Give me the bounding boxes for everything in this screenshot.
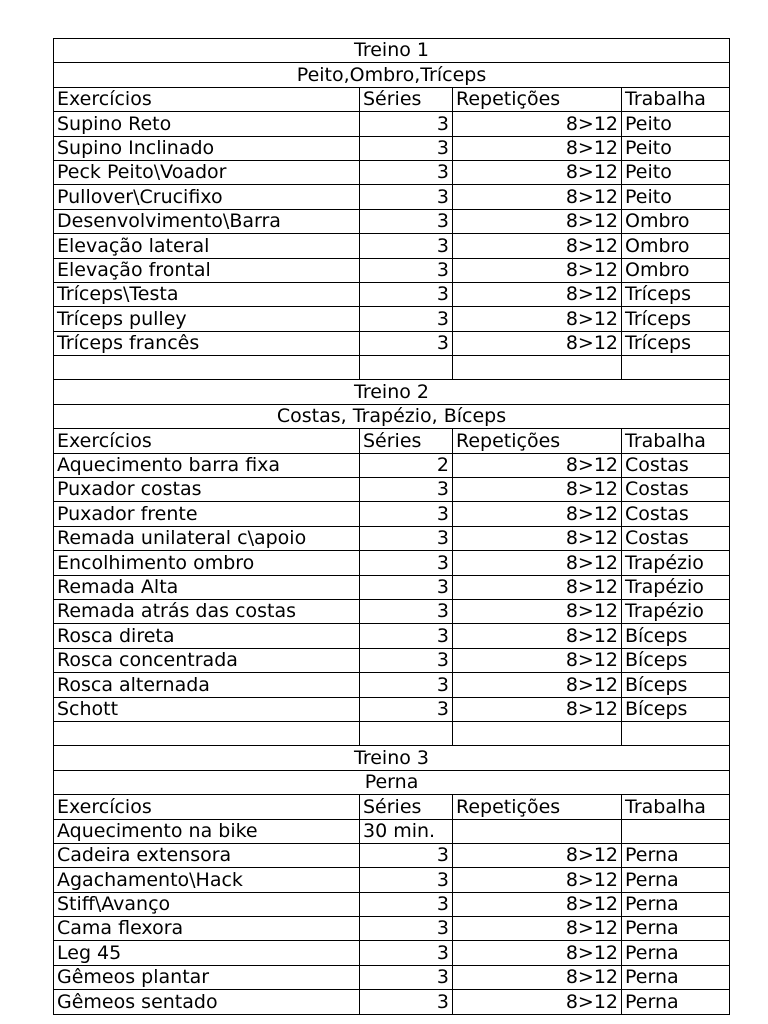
table-row [54,917,730,941]
empty-cell [54,356,360,380]
series-cell: 30 min. [360,819,453,843]
works-cell: Peito [622,136,730,160]
series-cell: 3 [360,868,453,892]
empty-cell [453,721,622,745]
works-cell: Costas [622,502,730,526]
series-cell: 3 [360,941,453,965]
exercise-cell: Pullover\Crucifixo [54,185,360,209]
series-cell: 3 [360,648,453,672]
reps-cell: 8>12 [453,673,622,697]
series-cell: 3 [360,892,453,916]
works-cell: Peito [622,185,730,209]
reps-cell: 8>12 [453,185,622,209]
table-row [54,843,730,867]
table-row [54,990,730,1014]
reps-cell: 8>12 [453,234,622,258]
table-row [54,892,730,916]
header-series: Séries [360,795,453,819]
works-cell: Trapézio [622,599,730,623]
reps-cell: 8>12 [453,478,622,502]
section-title-row [54,380,730,404]
series-cell: 3 [360,551,453,575]
reps-cell: 8>12 [453,575,622,599]
series-cell: 3 [360,965,453,989]
column-header-row [54,429,730,453]
empty-cell [54,721,360,745]
exercise-cell: Aquecimento barra fixa [54,453,360,477]
exercise-cell: Cadeira extensora [54,843,360,867]
exercise-cell: Gêmeos sentado [54,990,360,1014]
table-row [54,185,730,209]
header-reps: Repetições [453,795,622,819]
works-cell: Perna [622,868,730,892]
reps-cell: 8>12 [453,551,622,575]
works-cell: Perna [622,892,730,916]
works-cell: Tríceps [622,307,730,331]
exercise-cell: Tríceps\Testa [54,282,360,306]
section-subtitle: Costas, Trapézio, Bíceps [54,404,730,428]
section-title: Treino 2 [54,380,730,404]
reps-cell: 8>12 [453,160,622,184]
exercise-cell: Supino Inclinado [54,136,360,160]
table-row [54,478,730,502]
section-subtitle-row [54,770,730,794]
section-subtitle: Peito,Ombro,Tríceps [54,63,730,87]
series-cell: 3 [360,673,453,697]
series-cell: 3 [360,502,453,526]
exercise-cell: Remada unilateral c\apoio [54,526,360,550]
works-cell: Tríceps [622,331,730,355]
empty-cell [622,356,730,380]
works-cell: Perna [622,917,730,941]
reps-cell: 8>12 [453,990,622,1014]
exercise-cell: Remada Alta [54,575,360,599]
empty-cell [622,721,730,745]
exercise-cell: Gêmeos plantar [54,965,360,989]
series-cell: 3 [360,697,453,721]
table-row [54,136,730,160]
works-cell: Perna [622,843,730,867]
exercise-cell: Rosca concentrada [54,648,360,672]
exercise-cell: Leg 45 [54,941,360,965]
works-cell: Tríceps [622,282,730,306]
series-cell: 3 [360,160,453,184]
works-cell: Trapézio [622,575,730,599]
section-title: Treino 3 [54,746,730,770]
table-row [54,160,730,184]
spacer-row [54,721,730,745]
exercise-cell: Cama flexora [54,917,360,941]
works-cell: Costas [622,453,730,477]
table-row [54,526,730,550]
series-cell: 3 [360,282,453,306]
exercise-cell: Desenvolvimento\Barra [54,209,360,233]
table-row [54,624,730,648]
works-cell: Ombro [622,234,730,258]
reps-cell: 8>12 [453,112,622,136]
table-row [54,551,730,575]
table-row [54,112,730,136]
header-works: Trabalha [622,87,730,111]
exercise-cell: Supino Reto [54,112,360,136]
table-row [54,502,730,526]
header-exercise: Exercícios [54,429,360,453]
table-row [54,599,730,623]
reps-cell: 8>12 [453,136,622,160]
reps-cell: 8>12 [453,697,622,721]
header-series: Séries [360,429,453,453]
table-row [54,331,730,355]
exercise-cell: Remada atrás das costas [54,599,360,623]
table-row [54,575,730,599]
table-row [54,453,730,477]
exercise-cell: Rosca direta [54,624,360,648]
exercise-cell: Agachamento\Hack [54,868,360,892]
exercise-cell: Elevação lateral [54,234,360,258]
reps-cell: 8>12 [453,209,622,233]
section-subtitle-row [54,404,730,428]
exercise-cell: Tríceps pulley [54,307,360,331]
exercise-cell: Encolhimento ombro [54,551,360,575]
series-cell: 2 [360,453,453,477]
reps-cell: 8>12 [453,502,622,526]
table-row [54,234,730,258]
reps-cell: 8>12 [453,624,622,648]
works-cell: Peito [622,112,730,136]
header-reps: Repetições [453,87,622,111]
header-works: Trabalha [622,429,730,453]
column-header-row [54,87,730,111]
table-row [54,697,730,721]
exercise-cell: Peck Peito\Voador [54,160,360,184]
section-title: Treino 1 [54,39,730,63]
reps-cell: 8>12 [453,892,622,916]
reps-cell: 8>12 [453,526,622,550]
series-cell: 3 [360,575,453,599]
series-cell: 3 [360,526,453,550]
header-exercise: Exercícios [54,795,360,819]
reps-cell: 8>12 [453,843,622,867]
workout-table-body [54,39,730,1015]
works-cell: Bíceps [622,697,730,721]
exercise-cell: Rosca alternada [54,673,360,697]
reps-cell: 8>12 [453,868,622,892]
header-reps: Repetições [453,429,622,453]
reps-cell: 8>12 [453,941,622,965]
exercise-cell: Puxador costas [54,478,360,502]
table-row [54,282,730,306]
series-cell: 3 [360,234,453,258]
works-cell: Bíceps [622,648,730,672]
works-cell [622,819,730,843]
works-cell: Costas [622,526,730,550]
header-exercise: Exercícios [54,87,360,111]
works-cell: Ombro [622,209,730,233]
series-cell: 3 [360,112,453,136]
works-cell: Costas [622,478,730,502]
exercise-cell: Stiff\Avanço [54,892,360,916]
reps-cell: 8>12 [453,599,622,623]
table-row [54,673,730,697]
reps-cell: 8>12 [453,282,622,306]
works-cell: Perna [622,990,730,1014]
series-cell: 3 [360,209,453,233]
exercise-cell: Elevação frontal [54,258,360,282]
table-row [54,819,730,843]
reps-cell: 8>12 [453,453,622,477]
exercise-cell: Tríceps francês [54,331,360,355]
exercise-cell: Puxador frente [54,502,360,526]
section-subtitle: Perna [54,770,730,794]
empty-cell [453,356,622,380]
section-title-row [54,746,730,770]
reps-cell: 8>12 [453,331,622,355]
table-row [54,307,730,331]
header-works: Trabalha [622,795,730,819]
empty-cell [360,356,453,380]
table-row [54,941,730,965]
series-cell: 3 [360,185,453,209]
exercise-cell: Aquecimento na bike [54,819,360,843]
column-header-row [54,795,730,819]
series-cell: 3 [360,478,453,502]
table-row [54,868,730,892]
works-cell: Bíceps [622,624,730,648]
series-cell: 3 [360,990,453,1014]
exercise-cell: Schott [54,697,360,721]
empty-cell [360,721,453,745]
series-cell: 3 [360,917,453,941]
spacer-row [54,356,730,380]
header-series: Séries [360,87,453,111]
works-cell: Peito [622,160,730,184]
series-cell: 3 [360,843,453,867]
reps-cell: 8>12 [453,965,622,989]
section-subtitle-row [54,63,730,87]
series-cell: 3 [360,307,453,331]
table-row [54,209,730,233]
table-row [54,258,730,282]
section-title-row [54,39,730,63]
table-row [54,648,730,672]
reps-cell [453,819,622,843]
series-cell: 3 [360,599,453,623]
works-cell: Ombro [622,258,730,282]
reps-cell: 8>12 [453,258,622,282]
workout-table [53,38,730,1015]
reps-cell: 8>12 [453,917,622,941]
works-cell: Bíceps [622,673,730,697]
works-cell: Perna [622,965,730,989]
series-cell: 3 [360,136,453,160]
reps-cell: 8>12 [453,307,622,331]
series-cell: 3 [360,624,453,648]
series-cell: 3 [360,258,453,282]
works-cell: Perna [622,941,730,965]
table-row [54,965,730,989]
works-cell: Trapézio [622,551,730,575]
series-cell: 3 [360,331,453,355]
reps-cell: 8>12 [453,648,622,672]
